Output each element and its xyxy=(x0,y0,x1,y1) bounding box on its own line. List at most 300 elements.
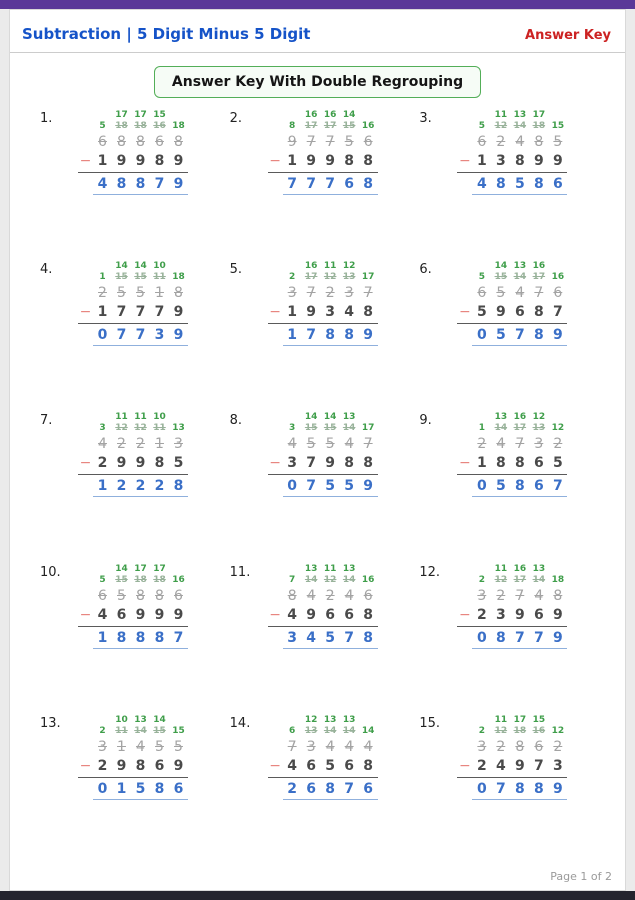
carry-mid-digit: 1 xyxy=(478,423,485,434)
minuend-digit: 5 xyxy=(306,436,316,453)
problem-1 xyxy=(40,110,230,261)
answer-digits xyxy=(283,477,378,497)
carry-mid-digit: 15 xyxy=(172,725,185,736)
answer-digit: 7 xyxy=(306,176,317,192)
answer-row xyxy=(268,172,378,195)
carry-top-digit: 11 xyxy=(134,412,147,423)
subtrahend-digit: 1 xyxy=(97,153,108,169)
answer-digit: 5 xyxy=(325,478,336,495)
carry-mid-digit: 18 xyxy=(153,574,166,585)
minuend-digit: 3 xyxy=(174,436,183,453)
carry-mid-digit: 14 xyxy=(304,574,318,585)
minuend-digit: 7 xyxy=(363,436,373,453)
carry-top-digit: 12 xyxy=(532,412,546,423)
answer-digits xyxy=(472,175,567,195)
answer-digit: 8 xyxy=(135,629,146,646)
carry-cell-empty xyxy=(359,564,378,575)
minuend-digit: 6 xyxy=(363,134,373,150)
carry-top-digit: 16 xyxy=(513,563,527,574)
problem-number: 13. xyxy=(40,715,61,731)
minuend-digit: 2 xyxy=(117,436,126,453)
minuend-row xyxy=(78,284,188,303)
carry-top-digit: 14 xyxy=(342,110,356,120)
minuend-digit: 3 xyxy=(98,738,107,755)
answer-digit: 7 xyxy=(154,176,165,192)
subtrahend-digit: 3 xyxy=(287,455,298,472)
subtrahend-digit: 9 xyxy=(306,153,317,169)
carry-mid-digit: 15 xyxy=(304,423,318,434)
carry-top-row xyxy=(457,715,567,726)
minuend-digit: 2 xyxy=(553,738,563,755)
minuend-digit: 5 xyxy=(496,285,506,302)
carry-mid-row xyxy=(268,423,378,434)
carry-cell-empty xyxy=(548,564,567,575)
problem-work xyxy=(268,110,378,195)
answer-digit: 8 xyxy=(325,327,336,344)
carry-mid-digit: 17 xyxy=(513,574,527,585)
answer-digit: 7 xyxy=(306,478,317,495)
carry-mid-digit: 14 xyxy=(342,725,356,736)
minuend-digit: 8 xyxy=(136,134,145,150)
answer-digit: 6 xyxy=(533,478,544,495)
subtrahend-digit: 1 xyxy=(97,304,108,321)
answer-digit: 7 xyxy=(325,176,336,192)
carry-mid-digit: 18 xyxy=(513,725,527,736)
spacer-cell xyxy=(457,587,472,606)
minuend-digit: 7 xyxy=(534,285,544,302)
answer-digit: 8 xyxy=(154,629,165,646)
carry-mid-digit: 2 xyxy=(289,272,296,283)
minuend-digit: 6 xyxy=(477,285,487,302)
spacer-cell xyxy=(268,121,283,132)
carry-top-digit: 17 xyxy=(115,110,128,120)
answer-digit: 7 xyxy=(514,629,525,646)
subtrahend-row xyxy=(457,757,567,776)
minus-sign: − xyxy=(269,757,282,774)
minuend-digit: 8 xyxy=(287,587,297,604)
problem-number: 12. xyxy=(419,564,441,580)
carry-mid-digit: 12 xyxy=(494,574,508,585)
subtrahend-digit: 4 xyxy=(287,606,298,623)
minuend-row xyxy=(457,133,567,152)
subtrahend-row xyxy=(268,606,378,625)
subtrahend-digit: 8 xyxy=(154,153,165,169)
minus-sign: − xyxy=(79,757,92,774)
answer-digit: 7 xyxy=(552,478,563,495)
carry-top-digit: 16 xyxy=(513,412,527,423)
spacer-cell xyxy=(78,110,93,121)
spacer-cell xyxy=(457,272,472,283)
minuend-digit: 6 xyxy=(553,285,563,302)
page-number: Page 1 of 2 xyxy=(550,870,612,883)
carry-top-row xyxy=(457,412,567,423)
minuend-digit: 6 xyxy=(363,587,373,604)
spacer-cell xyxy=(78,272,93,283)
spacer-cell xyxy=(457,715,472,726)
answer-row xyxy=(457,172,567,195)
answer-digit: 8 xyxy=(173,478,184,495)
carry-top-row xyxy=(78,564,188,575)
answer-row xyxy=(457,323,567,346)
minus-sign: − xyxy=(269,153,282,169)
subtrahend-digit: 8 xyxy=(363,606,374,623)
subtrahend-row xyxy=(78,303,188,322)
answer-row xyxy=(268,777,378,800)
carry-mid-row xyxy=(78,575,188,586)
problem-work xyxy=(78,261,188,346)
carry-top-row xyxy=(457,110,567,121)
subtrahend-row xyxy=(78,757,188,776)
subtrahend-digit: 3 xyxy=(495,606,506,623)
answer-digit: 0 xyxy=(476,327,487,344)
minuend-digit: 2 xyxy=(136,436,145,453)
spacer-cell xyxy=(457,780,472,800)
minuend-digit: 4 xyxy=(515,134,525,150)
problem-work xyxy=(78,412,188,497)
subtrahend-digit: 8 xyxy=(344,153,355,169)
carry-top-digit: 15 xyxy=(153,110,166,120)
minuend-digit: 7 xyxy=(515,436,525,453)
carry-mid-digit: 16 xyxy=(172,574,185,585)
spacer-cell xyxy=(78,575,93,586)
carry-top-row xyxy=(268,715,378,726)
answer-digits xyxy=(283,780,378,800)
minuend-digit: 4 xyxy=(363,738,373,755)
carry-top-digit: 14 xyxy=(153,714,166,725)
page-footer xyxy=(10,870,625,890)
subtrahend-digit: 9 xyxy=(173,606,184,623)
carry-mid-digit: 5 xyxy=(478,272,485,283)
carry-mid-row xyxy=(457,423,567,434)
subtrahend-digit: 2 xyxy=(97,757,108,774)
carry-mid-digit: 11 xyxy=(153,423,166,434)
spacer-cell xyxy=(457,738,472,757)
carry-top-digit: 16 xyxy=(323,110,337,120)
carry-cell-empty xyxy=(472,564,491,575)
answer-digit: 1 xyxy=(97,478,108,495)
carry-top-digit: 13 xyxy=(342,714,356,725)
minus-sign: − xyxy=(458,606,471,623)
problem-number: 14. xyxy=(229,715,251,731)
answer-digits xyxy=(93,477,188,497)
carry-mid-digit: 14 xyxy=(532,574,546,585)
carry-cell-empty xyxy=(548,261,567,272)
minuend-digit: 3 xyxy=(534,436,544,453)
subtrahend-digit: 6 xyxy=(344,757,355,774)
answer-digit: 0 xyxy=(287,478,298,495)
spacer-cell xyxy=(78,726,93,737)
carry-cell-empty xyxy=(169,110,188,121)
problem-work xyxy=(78,110,188,195)
carry-mid-digit: 18 xyxy=(172,272,185,283)
answer-digit: 7 xyxy=(306,327,317,344)
carry-top-digit: 14 xyxy=(494,261,508,272)
problem-8 xyxy=(230,412,420,563)
answer-digit: 7 xyxy=(514,327,525,344)
spacer-cell xyxy=(78,564,93,575)
minuend-digit: 6 xyxy=(98,587,107,604)
carry-top-row xyxy=(268,412,378,423)
carry-cell-empty xyxy=(359,715,378,726)
carry-top-digit: 17 xyxy=(153,563,166,574)
problem-number: 7. xyxy=(40,413,53,429)
subtrahend-row xyxy=(457,152,567,171)
carry-mid-row xyxy=(78,726,188,737)
minuend-digit: 1 xyxy=(155,436,164,453)
carry-top-digit: 15 xyxy=(532,714,546,725)
problem-number: 15. xyxy=(419,715,441,731)
spacer-cell xyxy=(457,477,472,497)
spacer-cell xyxy=(268,261,283,272)
spacer-cell xyxy=(78,121,93,132)
carry-mid-digit: 17 xyxy=(513,423,527,434)
carry-mid-digit: 18 xyxy=(134,121,147,131)
answer-digit: 8 xyxy=(363,629,374,646)
minuend-digit: 2 xyxy=(98,285,107,302)
subtrahend-digit: 8 xyxy=(533,304,544,321)
subtrahend-digit: 7 xyxy=(533,757,544,774)
answer-digit: 1 xyxy=(116,780,127,797)
answer-digit: 6 xyxy=(363,780,374,797)
carry-top-row xyxy=(268,564,378,575)
answer-digit: 7 xyxy=(495,780,506,797)
subtrahend-row xyxy=(268,757,378,776)
carry-top-row xyxy=(457,564,567,575)
answer-digit: 9 xyxy=(552,629,563,646)
spacer-cell xyxy=(457,110,472,121)
minus-sign: − xyxy=(458,153,471,169)
minuend-digit: 7 xyxy=(287,738,297,755)
answer-digits xyxy=(93,629,188,649)
answer-digit: 8 xyxy=(325,780,336,797)
answer-digit: 7 xyxy=(116,327,127,344)
subtrahend-digit: 8 xyxy=(344,455,355,472)
carry-mid-digit: 5 xyxy=(478,121,485,131)
spacer-cell xyxy=(78,477,93,497)
carry-top-digit: 12 xyxy=(304,714,318,725)
carry-top-digit: 17 xyxy=(134,563,147,574)
problem-work xyxy=(268,715,378,800)
spacer-cell xyxy=(78,738,93,757)
spacer-cell xyxy=(268,435,283,454)
carry-top-digit: 17 xyxy=(532,110,546,120)
problem-work xyxy=(268,261,378,346)
minus-sign: − xyxy=(458,757,471,774)
problem-work xyxy=(78,564,188,649)
worksheet-header xyxy=(10,10,625,53)
spacer-cell xyxy=(78,629,93,649)
carry-cell-empty xyxy=(169,715,188,726)
carry-cell-empty xyxy=(93,110,112,121)
carry-mid-row xyxy=(268,726,378,737)
minuend-digit: 5 xyxy=(553,134,563,150)
answer-digit: 8 xyxy=(533,176,544,192)
carry-mid-digit: 16 xyxy=(361,121,375,131)
minuend-row xyxy=(268,284,378,303)
subtrahend-digit: 8 xyxy=(514,455,525,472)
minuend-digit: 4 xyxy=(496,436,506,453)
answer-digit: 9 xyxy=(552,780,563,797)
answer-digits xyxy=(93,175,188,195)
carry-top-row xyxy=(78,110,188,121)
carry-top-digit: 13 xyxy=(134,714,147,725)
carry-cell-empty xyxy=(359,110,378,121)
bottom-accent-bar xyxy=(0,891,635,900)
subtrahend-row xyxy=(457,606,567,625)
minuend-digit: 9 xyxy=(287,134,297,150)
spacer-cell xyxy=(457,121,472,132)
subtrahend-digit: 1 xyxy=(476,153,487,169)
answer-digit: 7 xyxy=(344,629,355,646)
minuend-digit: 7 xyxy=(306,134,316,150)
spacer-cell xyxy=(78,412,93,423)
spacer-cell xyxy=(78,423,93,434)
spacer-cell xyxy=(268,272,283,283)
subtrahend-digit: 9 xyxy=(135,153,146,169)
spacer-cell xyxy=(78,133,93,152)
minus-sign: − xyxy=(458,304,471,321)
carry-top-digit: 11 xyxy=(115,412,128,423)
carry-cell-empty xyxy=(93,261,112,272)
carry-top-row xyxy=(457,261,567,272)
subtrahend-digit: 8 xyxy=(135,757,146,774)
subtrahend-digit: 9 xyxy=(306,606,317,623)
carry-top-digit: 12 xyxy=(342,261,356,272)
subtrahend-digit: 5 xyxy=(552,455,563,472)
minus-sign: − xyxy=(269,606,282,623)
answer-digit: 7 xyxy=(533,629,544,646)
minuend-digit: 2 xyxy=(325,587,335,604)
minuend-row xyxy=(78,435,188,454)
minus-sign: − xyxy=(79,455,92,472)
answer-digits xyxy=(472,780,567,800)
carry-mid-digit: 16 xyxy=(551,272,565,283)
carry-mid-digit: 12 xyxy=(323,272,337,283)
spacer-cell xyxy=(78,261,93,272)
carry-cell-empty xyxy=(472,412,491,423)
carry-mid-digit: 13 xyxy=(532,423,546,434)
carry-mid-digit: 15 xyxy=(115,272,128,283)
minuend-digit: 6 xyxy=(477,134,487,150)
subtrahend-digit: 8 xyxy=(363,757,374,774)
answer-digit: 0 xyxy=(97,327,108,344)
subtrahend-digit: 3 xyxy=(552,757,563,774)
minuend-digit: 7 xyxy=(306,285,316,302)
carry-mid-row xyxy=(78,272,188,283)
answer-digit: 7 xyxy=(135,327,146,344)
spacer-cell xyxy=(457,284,472,303)
carry-top-digit: 11 xyxy=(323,261,337,272)
minuend-row xyxy=(457,284,567,303)
problem-work xyxy=(268,564,378,649)
carry-mid-digit: 15 xyxy=(342,121,356,131)
answer-digit: 9 xyxy=(552,327,563,344)
carry-top-digit: 11 xyxy=(494,714,508,725)
minuend-digit: 2 xyxy=(496,587,506,604)
spacer-cell xyxy=(457,629,472,649)
subtrahend-row xyxy=(268,152,378,171)
answer-digit: 8 xyxy=(533,780,544,797)
spacer-cell xyxy=(268,587,283,606)
subtrahend-row xyxy=(78,152,188,171)
answer-digit: 8 xyxy=(116,629,127,646)
carry-mid-digit: 6 xyxy=(289,725,296,736)
spacer-cell xyxy=(268,715,283,726)
answer-digit: 2 xyxy=(116,478,127,495)
answer-digit: 6 xyxy=(306,780,317,797)
answer-key-label: Answer Key xyxy=(525,28,611,43)
carry-cell-empty xyxy=(283,564,302,575)
spacer-cell xyxy=(457,133,472,152)
carry-mid-digit: 2 xyxy=(478,725,485,736)
spacer-cell xyxy=(268,175,283,195)
minuend-digit: 3 xyxy=(287,285,297,302)
carry-top-digit: 13 xyxy=(513,110,527,120)
spacer-cell xyxy=(457,564,472,575)
spacer-cell xyxy=(268,564,283,575)
subtrahend-digit: 9 xyxy=(173,757,184,774)
problem-12 xyxy=(419,564,609,715)
minuend-row xyxy=(457,587,567,606)
minuend-digit: 5 xyxy=(325,436,335,453)
carry-top-digit: 11 xyxy=(494,563,508,574)
minus-sign: − xyxy=(269,455,282,472)
minuend-digit: 8 xyxy=(136,587,145,604)
answer-digit: 5 xyxy=(135,780,146,797)
answer-digit: 2 xyxy=(287,780,298,797)
subtrahend-digit: 9 xyxy=(306,304,317,321)
carry-top-digit: 11 xyxy=(323,563,337,574)
carry-mid-digit: 12 xyxy=(115,423,128,434)
carry-cell-empty xyxy=(93,412,112,423)
spacer-cell xyxy=(268,726,283,737)
minus-sign: − xyxy=(79,153,92,169)
answer-digit: 6 xyxy=(173,780,184,797)
problem-number: 3. xyxy=(419,111,432,126)
minuend-digit: 6 xyxy=(534,738,544,755)
spacer-cell xyxy=(78,715,93,726)
problem-work xyxy=(457,412,567,497)
subtrahend-digit: 9 xyxy=(116,757,127,774)
answer-row xyxy=(457,777,567,800)
problem-13 xyxy=(40,715,230,866)
carry-top-digit: 13 xyxy=(323,714,337,725)
minuend-digit: 2 xyxy=(325,285,335,302)
carry-mid-row xyxy=(457,726,567,737)
spacer-cell xyxy=(268,423,283,434)
minuend-digit: 7 xyxy=(325,134,335,150)
subtrahend-digit: 3 xyxy=(325,304,336,321)
carry-mid-digit: 15 xyxy=(153,725,166,736)
spacer-cell xyxy=(268,284,283,303)
subtrahend-digit: 1 xyxy=(287,304,298,321)
carry-cell-empty xyxy=(169,412,188,423)
answer-digit: 8 xyxy=(495,629,506,646)
answer-digits xyxy=(283,175,378,195)
answer-digit: 1 xyxy=(287,327,298,344)
carry-mid-digit: 14 xyxy=(342,423,356,434)
answer-digit: 6 xyxy=(344,176,355,192)
problem-number: 6. xyxy=(419,262,432,278)
answer-digit: 7 xyxy=(173,629,184,646)
answer-digit: 8 xyxy=(495,176,506,192)
minus-sign: − xyxy=(458,455,471,472)
problem-4 xyxy=(40,261,230,412)
subtrahend-digit: 5 xyxy=(173,455,184,472)
answer-digit: 8 xyxy=(363,176,374,192)
subtrahend-digit: 2 xyxy=(476,606,487,623)
problem-number: 1. xyxy=(40,111,53,126)
